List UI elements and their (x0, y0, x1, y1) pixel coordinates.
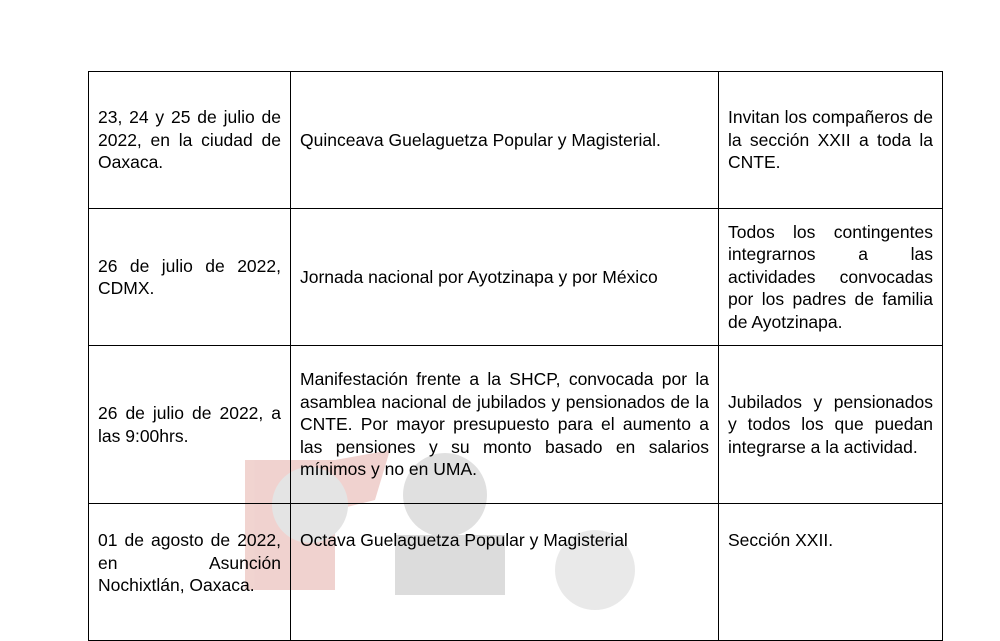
activities-table (88, 71, 943, 641)
convoca-cell: Todos los contingentes integrarnos a las actividades convocadas por los padres de familia de Ayotzinapa. (719, 209, 943, 346)
activity-cell (291, 504, 719, 641)
convoca-cell: Invitan los compañeros de la sección XXII a toda la CNTE. (719, 72, 943, 209)
table-row (89, 209, 943, 346)
date-cell (89, 504, 291, 641)
activity-text: Octava Guelaguetza Popular y Magisterial (300, 530, 628, 550)
activity-cell: Jornada nacional por Ayotzinapa y por México (291, 209, 719, 346)
date-text: 01 de agosto de 2022, en Asunción Nochixtlán, Oaxaca. (98, 530, 281, 595)
date-cell: 26 de julio de 2022, CDMX. (89, 209, 291, 346)
date-cell: 23, 24 y 25 de julio de 2022, en la ciudad de Oaxaca. (89, 72, 291, 209)
activity-cell: Manifestación frente a la SHCP, convocada por la asamblea nacional de jubilados y pensionados de la CNTE. Por mayor presupuesto para el aumento a las pensiones y su monto basado en salarios mínimos y no en UMA. (291, 346, 719, 504)
table-row (89, 72, 943, 209)
convoca-cell (719, 504, 943, 641)
convoca-text: Sección XXII. (728, 530, 834, 550)
table-row (89, 504, 943, 641)
activity-cell: Quinceava Guelaguetza Popular y Magisterial. (291, 72, 719, 209)
date-cell: 26 de julio de 2022, a las 9:00hrs. (89, 346, 291, 504)
convoca-cell: Jubilados y pensionados y todos los que puedan integrarse a la actividad. (719, 346, 943, 504)
table-row (89, 346, 943, 504)
